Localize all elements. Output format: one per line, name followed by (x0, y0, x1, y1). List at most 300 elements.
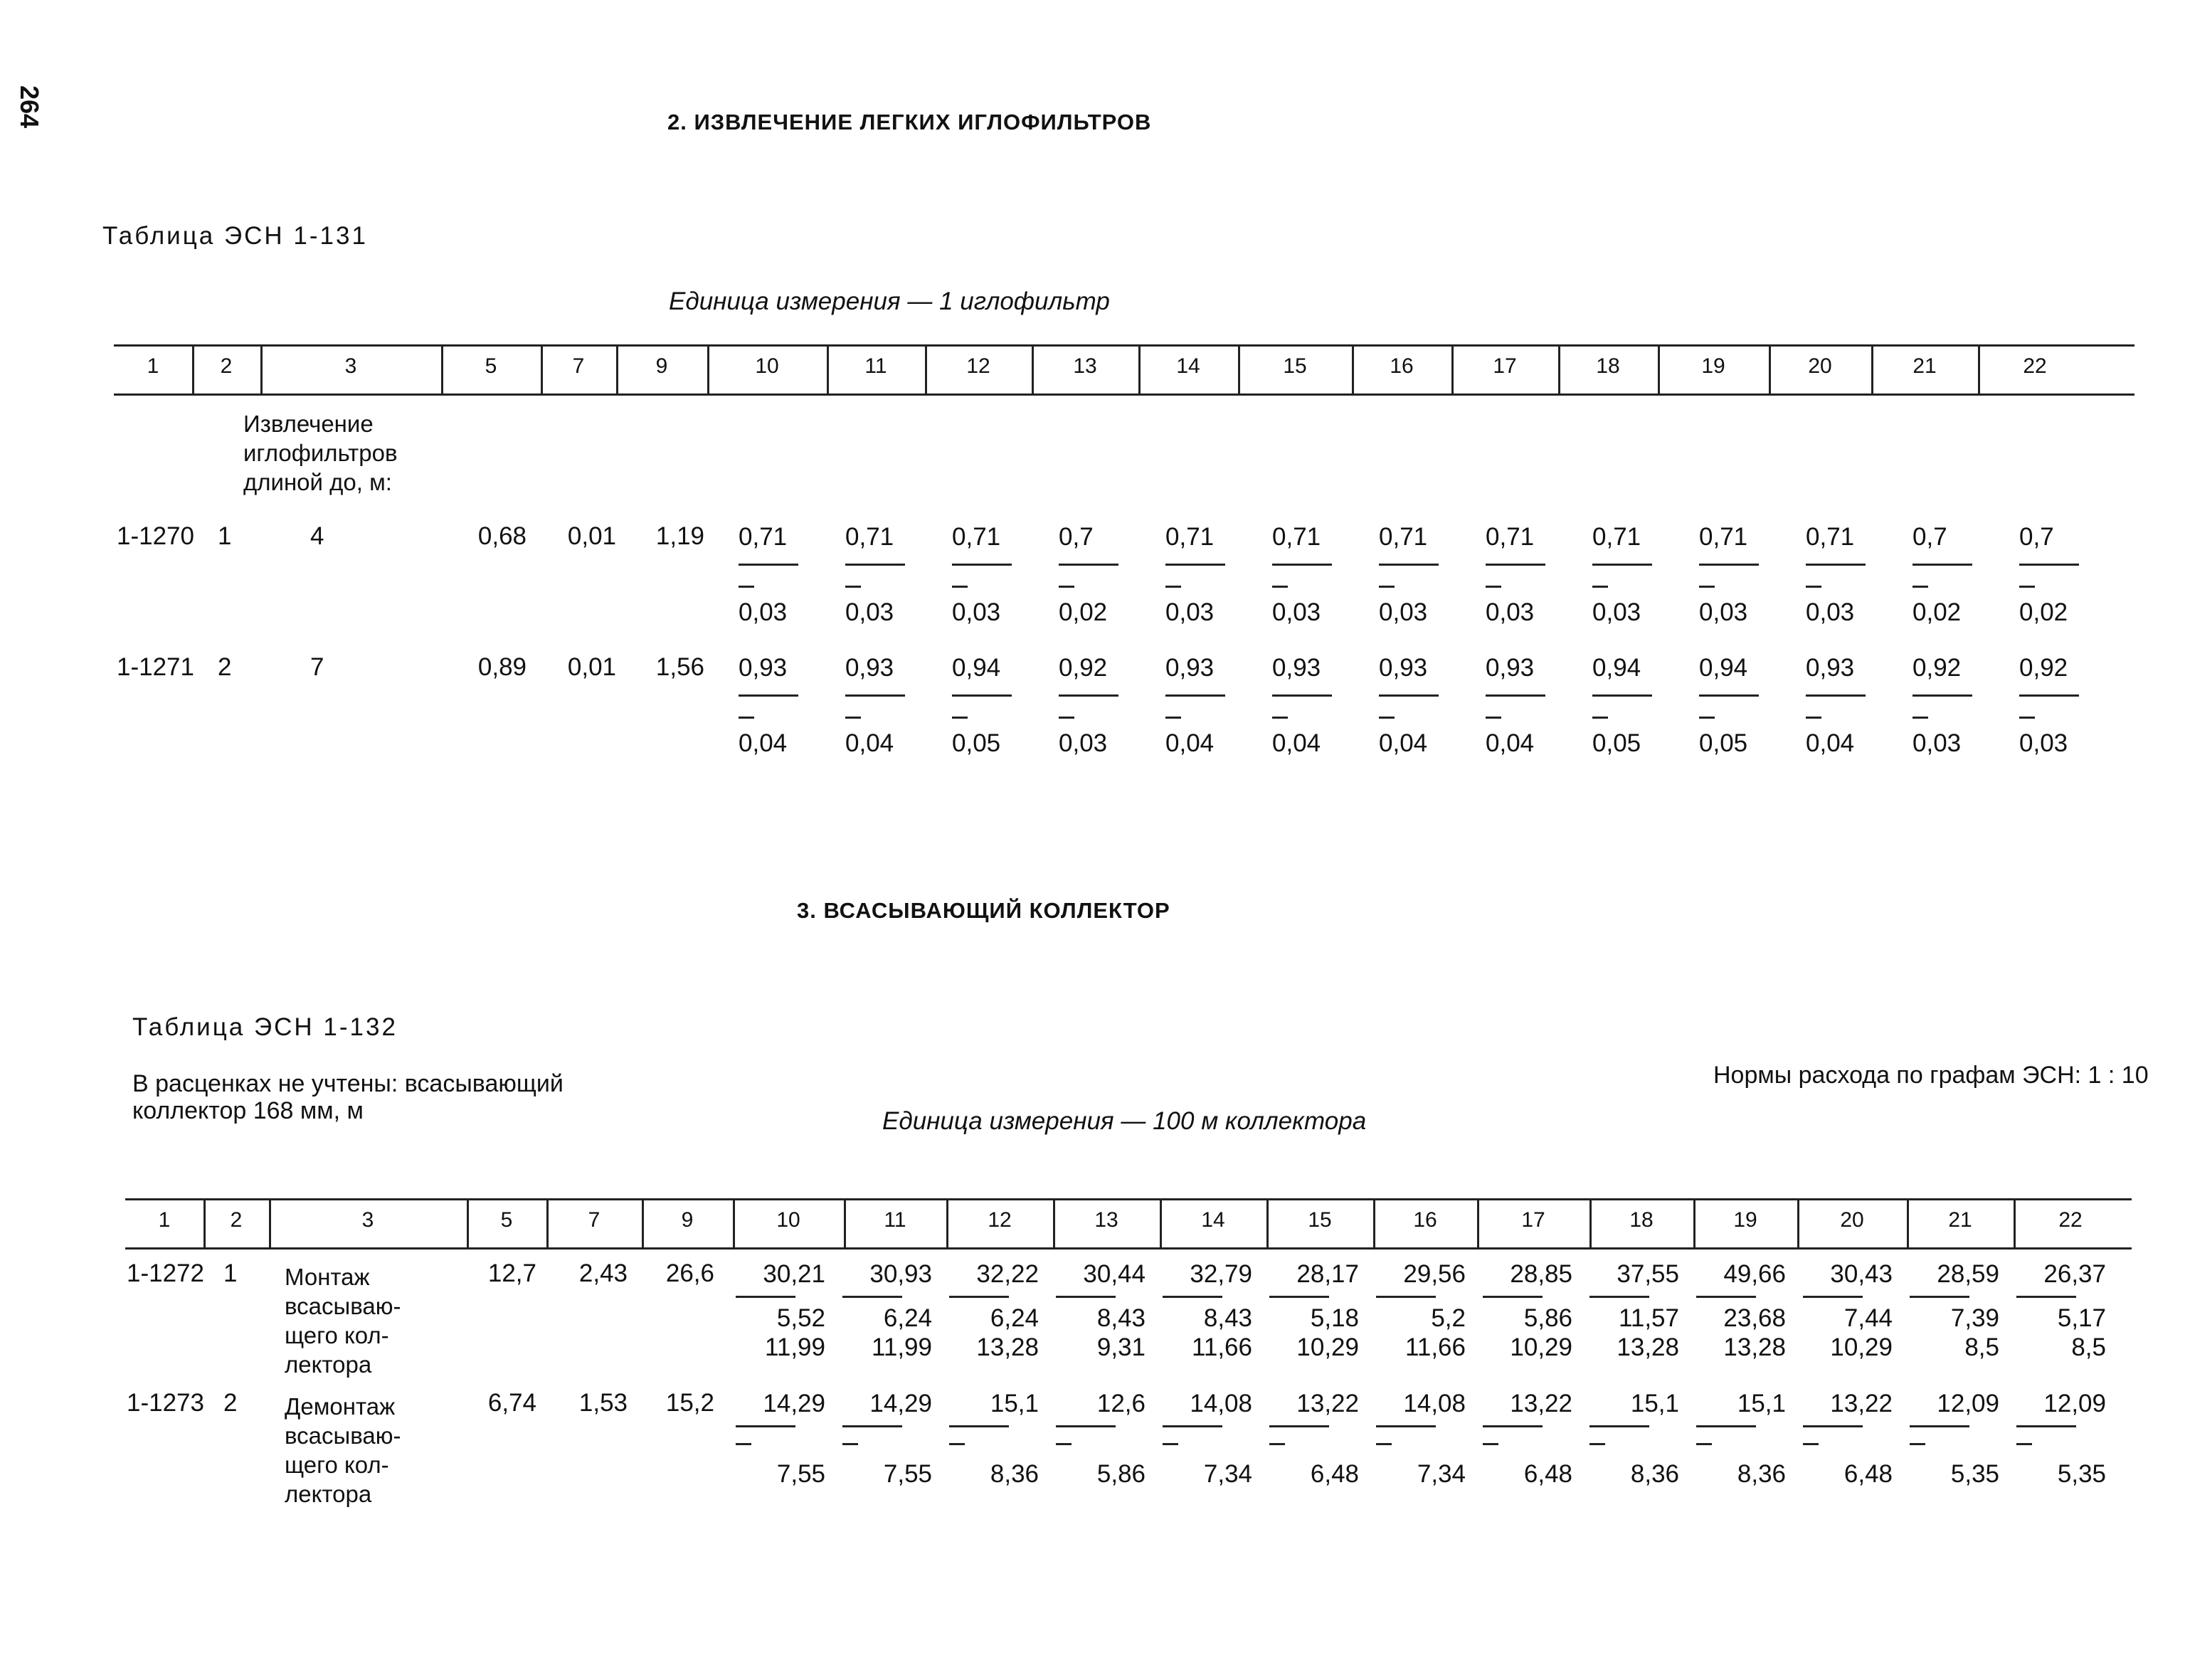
header-cell: 5 (485, 354, 497, 378)
fraction-top: 0,93 (1379, 654, 1428, 682)
fraction-bar (1806, 564, 1866, 566)
fraction-dash (1912, 717, 1928, 719)
header-cell: 3 (344, 354, 357, 378)
header-cell: 13 (1073, 354, 1097, 378)
fraction-bottom: 5,35 (2057, 1460, 2106, 1488)
fraction-extra: 13,28 (1723, 1333, 1786, 1361)
cell-col7: 1,53 (578, 1389, 628, 1417)
fraction-cell (1699, 653, 1800, 759)
row-number: 1 (223, 1259, 238, 1287)
fraction-top: 13,22 (1510, 1390, 1572, 1417)
fraction-top: 0,71 (952, 523, 1001, 551)
fraction-top: 0,93 (1272, 654, 1321, 682)
fraction-cell (1686, 1389, 1786, 1489)
fraction-dash (1806, 586, 1821, 588)
fraction-top: 0,71 (845, 523, 894, 551)
fraction-cell (1686, 1259, 1786, 1362)
cell-col5: 12,7 (487, 1259, 536, 1287)
column-divider (733, 1200, 735, 1247)
fraction-dash (736, 1443, 751, 1445)
fraction-bar (842, 1296, 902, 1298)
fraction-cell (1259, 1389, 1359, 1489)
cell-col9: 1,19 (655, 522, 704, 550)
header-cell: 5 (500, 1208, 513, 1232)
header-cell: 13 (1094, 1208, 1118, 1232)
fraction-cell (1473, 1259, 1572, 1362)
fraction-top: 12,6 (1096, 1390, 1146, 1417)
fraction-dash (1376, 1443, 1392, 1445)
header-cell: 14 (1201, 1208, 1225, 1232)
column-divider (1451, 346, 1454, 393)
fraction-top: 0,93 (739, 654, 788, 682)
fraction-top: 14,08 (1190, 1390, 1252, 1417)
fraction-cell (1272, 522, 1373, 628)
fraction-cell (1806, 522, 1907, 628)
fraction-cell (1366, 1259, 1466, 1362)
fraction-cell (1272, 653, 1373, 759)
row-code: 1-1270 (117, 522, 194, 550)
header-cell: 11 (884, 1208, 906, 1232)
fraction-cell (1793, 1389, 1893, 1489)
column-divider (192, 346, 194, 393)
fraction-bar (845, 564, 905, 566)
fraction-bar (1272, 564, 1332, 566)
fraction-top: 0,71 (739, 523, 788, 551)
fraction-bottom: 7,34 (1417, 1460, 1466, 1488)
fraction-bottom: 8,36 (1630, 1460, 1679, 1488)
fraction-top: 30,43 (1830, 1260, 1893, 1288)
column-divider (441, 346, 443, 393)
fraction-bar (1806, 694, 1866, 697)
fraction-dash (739, 717, 754, 719)
fraction-bar (1699, 564, 1759, 566)
header-cell: 16 (1390, 354, 1414, 378)
header-cell: 17 (1493, 354, 1517, 378)
fraction-dash (1592, 586, 1608, 588)
fraction-dash (1272, 586, 1288, 588)
header-cell: 14 (1176, 354, 1200, 378)
fraction-dash (1486, 586, 1501, 588)
header-cell: 9 (655, 354, 668, 378)
fraction-top: 0,94 (1699, 654, 1748, 682)
fraction-cell (1793, 1259, 1893, 1362)
fraction-top: 30,44 (1083, 1260, 1146, 1288)
header-cell: 2 (230, 1208, 243, 1232)
fraction-cell (1592, 653, 1693, 759)
row-number: 1 (218, 522, 232, 550)
fraction-bottom: 0,03 (952, 598, 1001, 626)
fraction-top: 0,7 (1059, 523, 1094, 551)
fraction-dash (1699, 717, 1715, 719)
fraction-dash (1589, 1443, 1605, 1445)
fraction-dash (1163, 1443, 1178, 1445)
fraction-cell (952, 522, 1053, 628)
fraction-bar (1056, 1425, 1116, 1427)
fraction-top: 26,37 (2043, 1260, 2106, 1288)
fraction-dash (1269, 1443, 1285, 1445)
column-divider (546, 1200, 549, 1247)
fraction-top: 0,92 (1059, 654, 1108, 682)
fraction-top: 0,93 (1806, 654, 1855, 682)
fraction-top: 28,17 (1296, 1260, 1359, 1288)
fraction-dash (845, 717, 861, 719)
fraction-top: 14,29 (869, 1390, 932, 1417)
column-divider (1352, 346, 1354, 393)
fraction-top: 29,56 (1403, 1260, 1466, 1288)
fraction-bottom: 5,17 (2057, 1304, 2106, 1332)
fraction-bar (2019, 694, 2079, 697)
fraction-dash (2016, 1443, 2032, 1445)
column-divider (1907, 1200, 1909, 1247)
header-cell: 15 (1283, 354, 1307, 378)
fraction-top: 0,94 (1592, 654, 1641, 682)
table-131-caption: Таблица ЭСН 1-131 (102, 222, 368, 250)
cell-col7: 0,01 (567, 653, 616, 681)
fraction-bottom: 7,44 (1843, 1304, 1893, 1332)
fraction-bar (842, 1425, 902, 1427)
fraction-bottom: 0,05 (1699, 729, 1748, 757)
fraction-extra: 10,29 (1510, 1333, 1572, 1361)
fraction-dash (949, 1443, 965, 1445)
fraction-top: 30,21 (763, 1260, 825, 1288)
fraction-bottom: 0,05 (1592, 729, 1641, 757)
table-131-unit: Единица измерения — 1 иглофильтр (669, 287, 1110, 315)
fraction-bar (1163, 1296, 1222, 1298)
fraction-cell (845, 522, 946, 628)
row-number: 2 (223, 1389, 238, 1417)
header-cell: 17 (1521, 1208, 1545, 1232)
fraction-bottom: 5,2 (1431, 1304, 1466, 1332)
fraction-cell (1059, 653, 1160, 759)
fraction-cell (1153, 1389, 1252, 1489)
table-132-note: В расценках не учтены: всасывающий коллектор 168 мм, м (132, 1070, 564, 1124)
fraction-bar (736, 1296, 795, 1298)
fraction-dash (1059, 586, 1074, 588)
fraction-cell (1059, 522, 1160, 628)
fraction-bar (739, 564, 798, 566)
fraction-cell (1046, 1389, 1146, 1489)
column-divider (1160, 1200, 1162, 1247)
column-divider (1373, 1200, 1375, 1247)
fraction-dash (1486, 717, 1501, 719)
fraction-cell (1580, 1389, 1679, 1489)
fraction-bottom: 0,02 (1912, 598, 1962, 626)
header-cell: 1 (158, 1208, 171, 1232)
header-cell: 22 (2023, 354, 2047, 378)
fraction-top: 0,93 (1486, 654, 1535, 682)
fraction-bar (2019, 564, 2079, 566)
table-131-group-label: Извлечение иглофильтров длиной до, м: (243, 411, 398, 495)
fraction-top: 28,85 (1510, 1260, 1572, 1288)
fraction-top: 0,71 (1699, 523, 1748, 551)
fraction-cell (1580, 1259, 1679, 1362)
fraction-cell (726, 1389, 825, 1489)
row-name: Монтаж всасываю- щего кол- лектора (285, 1264, 401, 1378)
fraction-extra: 11,66 (1192, 1333, 1252, 1361)
fraction-bottom: 0,04 (1806, 729, 1855, 757)
fraction-bottom: 0,04 (1379, 729, 1428, 757)
fraction-cell (1912, 653, 2014, 759)
row-code: 1-1273 (127, 1389, 204, 1417)
table-132-norms: Нормы расхода по графам ЭСН: 1 : 10 (1713, 1062, 2149, 1089)
fraction-cell (1592, 522, 1693, 628)
fraction-bottom: 7,39 (1950, 1304, 1999, 1332)
cell-col9: 1,56 (655, 653, 704, 681)
fraction-top: 0,71 (1379, 523, 1428, 551)
fraction-dash (1165, 586, 1181, 588)
fraction-bar (1592, 694, 1652, 697)
fraction-cell (739, 653, 840, 759)
fraction-top: 14,08 (1403, 1390, 1466, 1417)
fraction-bar (1376, 1296, 1436, 1298)
fraction-bar (1589, 1296, 1649, 1298)
fraction-cell (1900, 1259, 1999, 1362)
fraction-bar (845, 694, 905, 697)
fraction-top: 0,92 (1912, 654, 1962, 682)
column-divider (1558, 346, 1560, 393)
fraction-top: 0,7 (2019, 523, 2054, 551)
fraction-cell (845, 653, 946, 759)
fraction-top: 0,93 (845, 654, 894, 682)
fraction-bottom: 0,04 (1272, 729, 1321, 757)
column-divider (1978, 346, 1980, 393)
column-divider (925, 346, 927, 393)
fraction-bottom: 8,43 (1096, 1304, 1146, 1332)
column-divider (1477, 1200, 1479, 1247)
page-number: 264 (15, 85, 44, 129)
fraction-bar (2016, 1425, 2076, 1427)
fraction-top: 15,1 (1737, 1390, 1786, 1417)
row-length: 7 (310, 653, 324, 681)
row-name: Демонтаж всасываю- щего кол- лектора (285, 1393, 401, 1507)
fraction-extra: 9,31 (1096, 1333, 1146, 1361)
fraction-dash (842, 1443, 858, 1445)
column-divider (203, 1200, 206, 1247)
column-divider (707, 346, 709, 393)
fraction-dash (1699, 586, 1715, 588)
fraction-cell (1046, 1259, 1146, 1362)
header-cell: 11 (864, 354, 887, 378)
fraction-bottom: 0,02 (1059, 598, 1108, 626)
fraction-cell (832, 1389, 932, 1489)
fraction-top: 13,22 (1830, 1390, 1893, 1417)
row-number: 2 (218, 653, 232, 681)
fraction-cell (1900, 1389, 1999, 1489)
fraction-bar (949, 1296, 1009, 1298)
fraction-extra: 13,28 (1617, 1333, 1679, 1361)
fraction-top: 0,71 (1592, 523, 1641, 551)
fraction-cell (1379, 522, 1480, 628)
fraction-bar (1699, 694, 1759, 697)
fraction-bottom: 0,04 (739, 729, 788, 757)
fraction-bottom: 0,03 (2019, 729, 2068, 757)
header-cell: 18 (1629, 1208, 1654, 1232)
fraction-top: 14,29 (763, 1390, 825, 1417)
fraction-cell (832, 1259, 932, 1362)
fraction-bottom: 8,36 (1737, 1460, 1786, 1488)
cell-col5: 0,89 (477, 653, 527, 681)
header-cell: 15 (1308, 1208, 1332, 1232)
fraction-bottom: 0,04 (1165, 729, 1215, 757)
fraction-bottom: 0,02 (2019, 598, 2068, 626)
fraction-bar (1910, 1296, 1969, 1298)
fraction-cell (2019, 522, 2120, 628)
fraction-bar (1379, 564, 1439, 566)
fraction-cell (1259, 1259, 1359, 1362)
fraction-bottom: 11,57 (1619, 1304, 1679, 1332)
fraction-dash (1592, 717, 1608, 719)
fraction-bottom: 6,24 (883, 1304, 932, 1332)
fraction-bar (1056, 1296, 1116, 1298)
column-divider (844, 1200, 846, 1247)
header-cell: 22 (2058, 1208, 2083, 1232)
column-divider (467, 1200, 469, 1247)
fraction-cell (1165, 653, 1266, 759)
fraction-top: 0,71 (1165, 523, 1215, 551)
fraction-cell (2006, 1389, 2106, 1489)
fraction-bar (2016, 1296, 2076, 1298)
header-cell: 10 (776, 1208, 800, 1232)
fraction-top: 0,71 (1272, 523, 1321, 551)
fraction-bottom: 0,05 (952, 729, 1001, 757)
header-cell: 19 (1733, 1208, 1757, 1232)
fraction-bottom: 0,03 (1699, 598, 1748, 626)
fraction-bar (1486, 694, 1545, 697)
fraction-cell (952, 653, 1053, 759)
fraction-top: 32,79 (1190, 1260, 1252, 1288)
header-cell: 7 (572, 354, 585, 378)
fraction-bar (1486, 564, 1545, 566)
column-divider (269, 1200, 271, 1247)
cell-col5: 0,68 (477, 522, 527, 550)
column-divider (1797, 1200, 1799, 1247)
fraction-bottom: 0,03 (1806, 598, 1855, 626)
fraction-bottom: 7,34 (1203, 1460, 1252, 1488)
section-2-title: 2. ИЗВЛЕЧЕНИЕ ЛЕГКИХ ИГЛОФИЛЬТРОВ (667, 110, 1152, 134)
fraction-bar (1912, 694, 1972, 697)
fraction-cell (1366, 1389, 1466, 1489)
fraction-bar (1269, 1425, 1329, 1427)
fraction-bar (1272, 694, 1332, 697)
fraction-bottom: 0,03 (1059, 729, 1108, 757)
fraction-bottom: 7,55 (883, 1460, 932, 1488)
fraction-dash (952, 717, 968, 719)
fraction-cell (1165, 522, 1266, 628)
fraction-top: 28,59 (1937, 1260, 1999, 1288)
fraction-bar (1269, 1296, 1329, 1298)
header-cell: 20 (1808, 354, 1832, 378)
header-cell: 12 (988, 1208, 1012, 1232)
fraction-bar (1165, 694, 1225, 697)
fraction-bottom: 6,24 (990, 1304, 1039, 1332)
column-divider (1871, 346, 1873, 393)
header-cell: 16 (1413, 1208, 1437, 1232)
fraction-cell (2019, 653, 2120, 759)
fraction-bottom: 8,36 (990, 1460, 1039, 1488)
fraction-top: 0,92 (2019, 654, 2068, 682)
fraction-dash (952, 586, 968, 588)
fraction-top: 0,94 (952, 654, 1001, 682)
fraction-bottom: 8,43 (1203, 1304, 1252, 1332)
fraction-extra: 13,28 (976, 1333, 1039, 1361)
fraction-cell (939, 1259, 1039, 1362)
fraction-top: 12,09 (2043, 1390, 2106, 1417)
fraction-cell (1912, 522, 2014, 628)
fraction-cell (1486, 653, 1587, 759)
fraction-bottom: 0,03 (1272, 598, 1321, 626)
fraction-cell (939, 1389, 1039, 1489)
cell-col7: 2,43 (578, 1259, 628, 1287)
fraction-bottom: 5,18 (1310, 1304, 1359, 1332)
fraction-bar (1589, 1425, 1649, 1427)
header-cell: 19 (1701, 354, 1725, 378)
fraction-cell (726, 1259, 825, 1362)
cell-col9: 15,2 (665, 1389, 714, 1417)
fraction-dash (1910, 1443, 1925, 1445)
fraction-dash (1806, 717, 1821, 719)
fraction-dash (1059, 717, 1074, 719)
header-cell: 9 (681, 1208, 694, 1232)
column-divider (1032, 346, 1034, 393)
column-divider (1266, 1200, 1269, 1247)
fraction-bar (1379, 694, 1439, 697)
fraction-top: 0,93 (1165, 654, 1215, 682)
fraction-bottom: 23,68 (1723, 1304, 1786, 1332)
fraction-bottom: 6,48 (1843, 1460, 1893, 1488)
fraction-bar (1592, 564, 1652, 566)
column-divider (827, 346, 829, 393)
cell-col7: 0,01 (567, 522, 616, 550)
row-code: 1-1271 (117, 653, 194, 681)
fraction-top: 13,22 (1296, 1390, 1359, 1417)
fraction-bar (1165, 564, 1225, 566)
fraction-cell (1379, 653, 1480, 759)
fraction-bottom: 5,35 (1950, 1460, 1999, 1488)
fraction-dash (2019, 717, 2035, 719)
fraction-cell (1153, 1259, 1252, 1362)
fraction-dash (1272, 717, 1288, 719)
fraction-dash (845, 586, 861, 588)
fraction-top: 15,1 (1630, 1390, 1679, 1417)
fraction-bottom: 0,03 (1912, 729, 1962, 757)
fraction-top: 15,1 (990, 1390, 1039, 1417)
fraction-cell (1486, 522, 1587, 628)
fraction-cell (739, 522, 840, 628)
fraction-bar (1696, 1425, 1756, 1427)
row-length: 4 (310, 522, 324, 550)
fraction-top: 0,7 (1912, 523, 1947, 551)
fraction-bar (736, 1425, 795, 1427)
fraction-bar (1803, 1425, 1863, 1427)
fraction-cell (2006, 1259, 2106, 1362)
fraction-bar (739, 694, 798, 697)
fraction-bottom: 0,03 (1165, 598, 1215, 626)
column-divider (1693, 1200, 1695, 1247)
column-divider (1769, 346, 1771, 393)
column-divider (642, 1200, 644, 1247)
header-cell: 3 (361, 1208, 374, 1232)
fraction-bottom: 0,04 (1486, 729, 1535, 757)
fraction-extra: 11,99 (872, 1333, 932, 1361)
column-divider (1658, 346, 1660, 393)
column-divider (1138, 346, 1141, 393)
header-cell: 1 (147, 354, 159, 378)
fraction-bottom: 0,03 (845, 598, 894, 626)
fraction-bottom: 5,52 (776, 1304, 825, 1332)
header-cell: 18 (1596, 354, 1620, 378)
fraction-bottom: 0,03 (1486, 598, 1535, 626)
fraction-cell (1699, 522, 1800, 628)
